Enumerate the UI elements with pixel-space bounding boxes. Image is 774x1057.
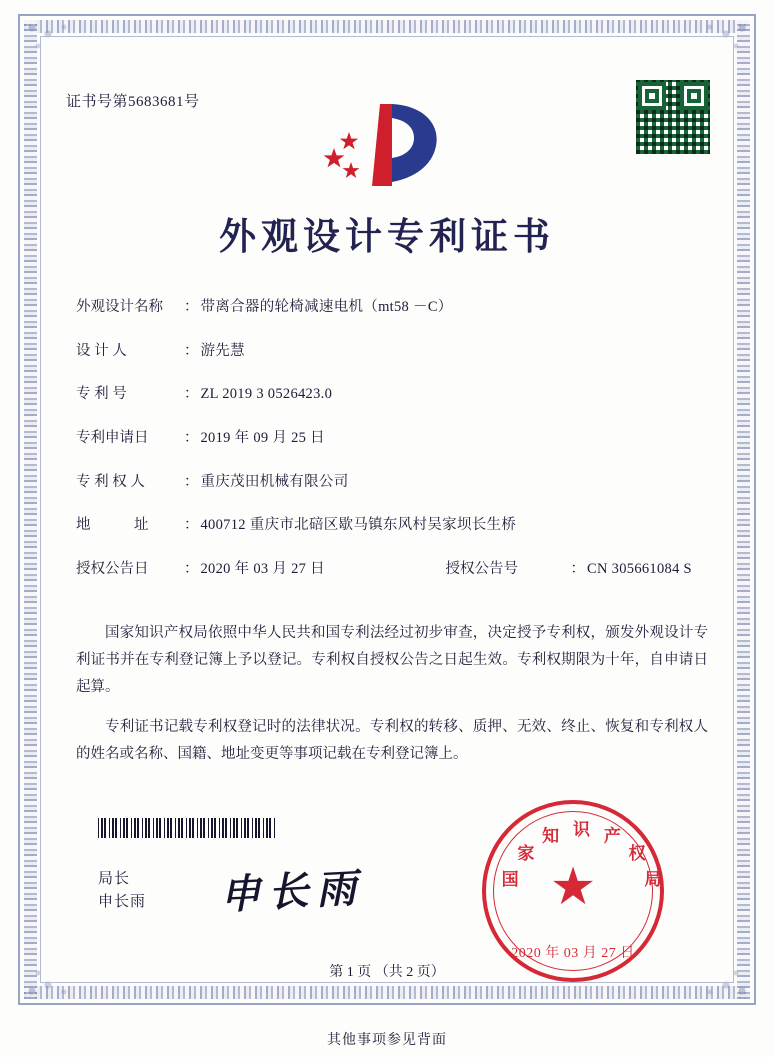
field-label: 专利申请日 bbox=[76, 430, 149, 447]
certificate-content bbox=[52, 48, 722, 980]
field-colon: ： bbox=[184, 517, 199, 534]
qr-code-icon bbox=[636, 80, 710, 154]
field-colon: ： bbox=[184, 299, 199, 315]
field-label-announcement-number: 授权公告号 bbox=[445, 561, 518, 578]
border-ornament-right bbox=[737, 20, 750, 999]
border-ornament-bottom bbox=[24, 986, 750, 999]
field-colon: ： bbox=[184, 430, 199, 447]
barcode-icon bbox=[98, 818, 276, 838]
field-row-design-name bbox=[76, 296, 712, 319]
cnipa-emblem-icon bbox=[322, 96, 452, 192]
footer-note: 其他事项参见背面 bbox=[327, 1033, 447, 1048]
seal-star-icon: ★ bbox=[549, 858, 597, 916]
field-label: 专 利 权 人 bbox=[76, 473, 145, 490]
handwritten-signature: 申长雨 bbox=[219, 865, 366, 918]
seal-date: 2020 年 03 月 27 日 bbox=[511, 946, 635, 961]
signatory-title: 局长 bbox=[98, 871, 131, 887]
field-value-address: 400712 重庆市北碚区歇马镇东风村吴家坝长生桥 bbox=[200, 517, 517, 534]
field-value-grant-date: 2020 年 03 月 27 日 bbox=[200, 561, 325, 578]
field-label-grant-date: 授权公告日 bbox=[76, 561, 149, 578]
field-label: 设 计 人 bbox=[76, 342, 127, 359]
field-value-announcement-number: CN 305661084 S bbox=[587, 561, 692, 578]
official-seal bbox=[482, 800, 664, 982]
field-value-patentee: 重庆茂田机械有限公司 bbox=[200, 473, 349, 490]
paragraph-registry: 专利证书记载专利权登记时的法律状况。专利权的转移、质押、无效、终止、恢复和专利权人的姓名或名称、国籍、地址变更等事项记载在专利登记簿上。 bbox=[76, 719, 708, 763]
field-colon: ： bbox=[184, 386, 199, 403]
page-number: 第 1 页 （共 2 页） bbox=[329, 965, 445, 980]
field-value-application-date: 2019 年 09 月 25 日 bbox=[200, 430, 325, 447]
field-label: 地 址 bbox=[76, 517, 149, 534]
field-value-patent-number: ZL 2019 3 0526423.0 bbox=[200, 386, 333, 403]
field-value-design-name: 带离合器的轮椅减速电机（mt58 －C） bbox=[200, 299, 453, 315]
border-ornament-left bbox=[24, 20, 37, 999]
field-row-application-date bbox=[76, 427, 712, 450]
field-value-designer: 游先慧 bbox=[200, 342, 245, 359]
field-row-patentee bbox=[76, 471, 712, 494]
field-list bbox=[76, 296, 712, 602]
field-colon: ： bbox=[184, 473, 199, 490]
field-colon: ： bbox=[184, 561, 199, 578]
field-row-designer bbox=[76, 340, 712, 363]
field-colon: ： bbox=[570, 561, 585, 578]
border-ornament-top bbox=[24, 20, 750, 33]
field-colon: ： bbox=[184, 342, 199, 359]
field-row-patent-number bbox=[76, 383, 712, 406]
signatory-name: 申长雨 bbox=[98, 894, 147, 911]
paragraph-grant: 国家知识产权局依照中华人民共和国专利法经过初步审查，决定授予专利权，颁发外观设计专利证书并在专利登记簿上予以登记。专利权自授权公告之日起生效。专利权期限为十年，自申请日起算。 bbox=[76, 625, 708, 695]
seal-arc-text: 国 家 知 识 产 权 局 bbox=[501, 820, 662, 890]
field-label: 外观设计名称 bbox=[76, 299, 163, 315]
certificate-number: 证书号第5683681号 bbox=[66, 94, 200, 110]
legal-paragraphs bbox=[76, 620, 708, 782]
field-row-grant-announcement bbox=[76, 558, 712, 581]
field-row-address bbox=[76, 514, 712, 537]
signatory-block bbox=[98, 868, 146, 915]
page-title: 外观设计专利证书 bbox=[219, 217, 555, 258]
field-label: 专 利 号 bbox=[76, 386, 127, 403]
